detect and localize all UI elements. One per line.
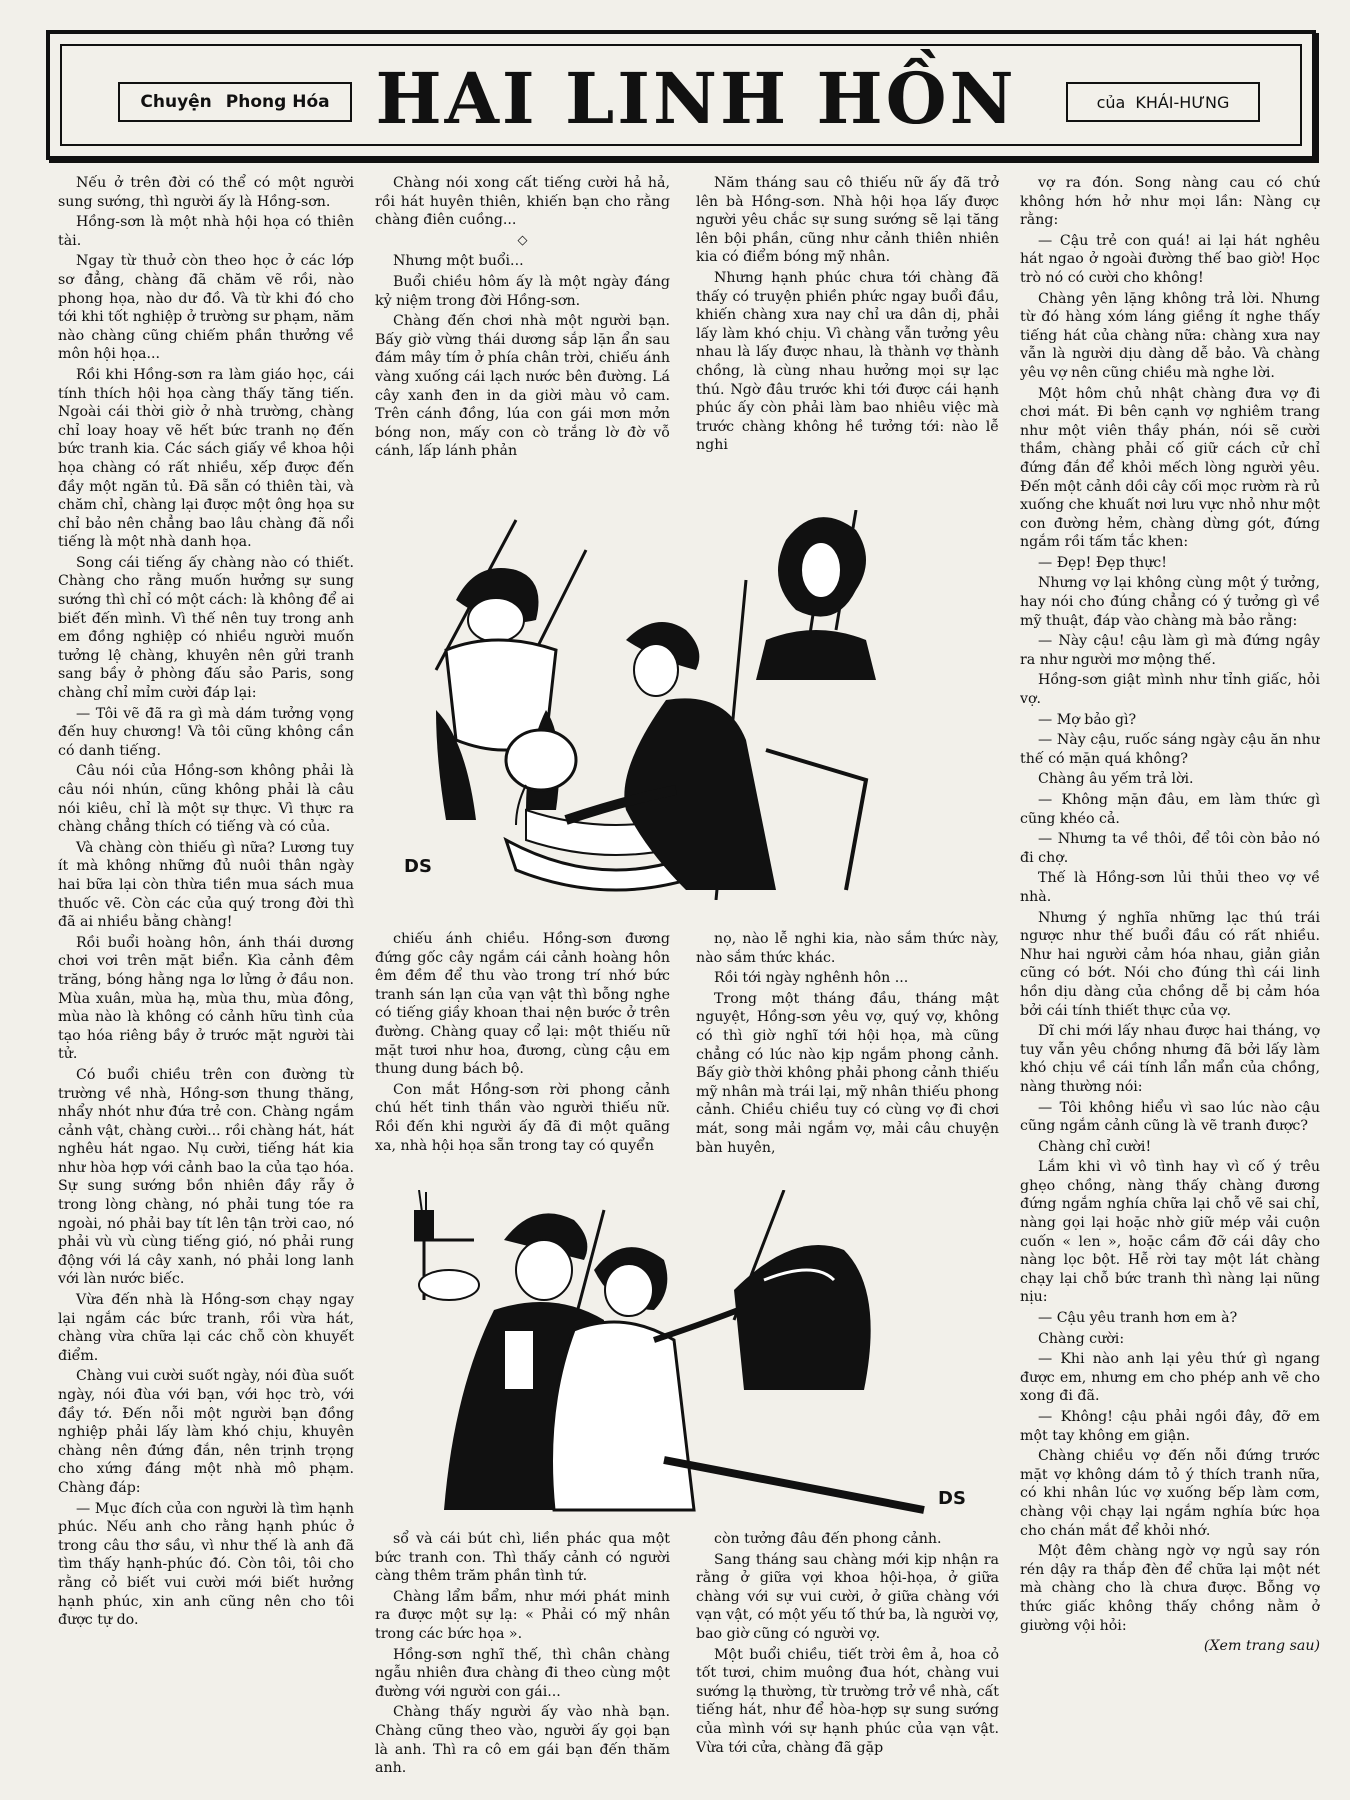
column-2-bottom — [375, 1530, 670, 1778]
paragraph: Trong một tháng đầu, tháng mật nguyệt, Hồng-sơn yêu vợ, quý vợ, không có thì giờ nghĩ tới hội họa, mà cũng chẳng có lúc nào kịp ngắm phong cảnh. Bấy giờ thời không phải phong cảnh thiếu mỹ nhân mà trái lại, mỹ nhân thiếu phong cảnh. Chiều chiều tuy có cùng vợ đi chơi mát, song mải ngắm vợ, mải câu chuyện bàn huyên, — [696, 990, 999, 1156]
paragraph: Chàng chỉ cười! — [1038, 1138, 1152, 1155]
paragraph: Thế là Hồng-sơn lủi thủi theo vợ về nhà. — [1020, 870, 1320, 905]
paragraph: Dĩ chi mới lấy nhau được hai tháng, vợ tuy vẫn yêu chồng nhưng đã bởi lấy làm khó chịu về cái tính lẩn mẩn của chồng, nàng thường nói: — [1020, 1023, 1320, 1095]
paragraph: Chàng yên lặng không trả lời. Nhưng từ đó hàng xóm láng giềng ít nghe thấy tiếng hát của chàng nữa: chàng xưa nay vẫn là người dịu dàng dễ bảo. Và chàng yêu vợ nên cũng chiều mà nghe lời. — [1020, 290, 1320, 381]
paragraph: — Cậu trẻ con quá! ai lại hát nghêu hát ngao ở ngoài đường thế bao giờ! Học trò nó có cười cho không! — [1020, 232, 1320, 286]
series-part-2: Phong Hóa — [225, 92, 330, 112]
column-4 — [1020, 174, 1320, 1778]
paragraph: Rồi tới ngày nghênh hôn ... — [714, 970, 909, 987]
author-name: KHÁI-HƯNG — [1135, 92, 1230, 112]
paragraph: Chàng thấy người ấy vào nhà bạn. Chàng cũng theo vào, người ấy gọi bạn là anh. Thì ra cô em gái bạn đến thăm anh. — [375, 1704, 670, 1777]
paragraph: — Tôi vẽ đã ra gì mà dám tưởng vọng đến huy chương! Và tôi cũng không cần có danh tiếng. — [58, 705, 354, 759]
paragraph: — Không! cậu phải ngồi đây, đỡ em một tay không em giận. — [1020, 1409, 1320, 1444]
column-2-top — [375, 174, 670, 504]
paragraph: Một buổi chiều, tiết trời êm ả, hoa cỏ tốt tươi, chim muông đua hót, chàng vui sướng lạ thường, từ trường trở về nhà, cất tiếng hát, như để hòa-hợp sự sung sướng của mình với sự hạnh phúc của vạn vật. Vừa tới cửa, chàng đã gặp — [696, 1646, 999, 1756]
paragraph: Chàng đến chơi nhà một người bạn. Bấy giờ vừng thái dương sắp lặn ẩn sau đám mây tím ở phía chân trời, chiếu ánh vàng xuống cái lạch nước bên đường. Lá cây xanh đen in da giời màu vỏ cam. Trên cánh đồng, lúa con gái mơn mởn bóng non, mấy con cò trắng lờ đờ vỗ cánh, lấp lánh phản — [375, 313, 670, 460]
paragraph: Chàng nói xong cất tiếng cười hả hả, rồi hát huyên thiên, khiến bạn cho rằng chàng điên cuồng... — [375, 175, 670, 229]
paragraph: Và chàng còn thiếu gì nữa? Lương tuy ít mà không những đủ nuôi thân ngày hai bữa lại còn thừa tiền mua sách mua thuốc vẽ. Còn các của quý trong đời thì đã ai nhiều bằng chàng! — [58, 839, 354, 931]
paragraph: Rồi khi Hồng-sơn ra làm giáo học, cái tính thích hội họa càng thấy tăng tiến. Ngoài cái thời giờ ở nhà trường, chàng chỉ loay hoay vẽ hết bức tranh nọ đến bức tranh kia. Các sách giấy về khoa hội họa chàng có rất nhiều, xếp được đến đầy một ngăn tủ. Đã sẵn có thiên tài, và chăm chỉ, chàng lại được một ông họa sư chỉ bảo nên chẳng bao lâu chàng đã nổi tiếng là một nhà danh họa. — [58, 366, 354, 551]
paragraph: Nhưng một buổi... — [393, 253, 524, 270]
series-part-1: Chuyện — [140, 92, 212, 112]
paragraph: Nếu ở trên đời có thể có một người sung sướng, thì người ấy là Hồng-sơn. — [58, 175, 354, 210]
paragraph: Nhưng ý nghĩa những lạc thú trái ngược như thế buổi đầu có rất nhiều. Như hai người cảm hóa nhau, giản giản cũng có bớt. Nói cho đúng thì cái linh hồn dịu dàng của chồng dễ bị cảm hóa bởi cái tính thiết thực của vợ. — [1020, 909, 1320, 1019]
paragraph: Nhưng vợ lại không cùng một ý tưởng, hay nói cho đúng chẳng có ý tưởng gì về mỹ thuật, đáp vào chàng mà bảo rằng: — [1020, 575, 1320, 629]
paragraph: — Mợ bảo gì? — [1038, 711, 1137, 728]
paragraph: Sang tháng sau chàng mới kịp nhận ra rằng ở giữa vợi khoa hội-họa, ở giữa chàng với sự vui cười, ở giữa chàng với vạn vật, có một yếu tố thứ ba, là người vợ, bao giờ cũng có người vợ. — [696, 1551, 999, 1642]
series-label — [118, 82, 352, 122]
column-3-top — [696, 174, 999, 504]
paragraph: — Này cậu! cậu làm gì mà đứng ngây ra như người mơ mộng thế. — [1020, 633, 1320, 668]
paragraph: Rồi buổi hoàng hôn, ánh thái dương chơi vơi trên mặt biển. Kìa cảnh đêm trăng, bóng hằng nga lơ lửng ở đầu non. Mùa xuân, mùa hạ, mùa thu, mùa đông, mùa nào là không có cảnh hữu tình của tạo hóa riêng bầy ở trước mặt người tài tử. — [58, 934, 354, 1063]
column-1 — [58, 174, 354, 1778]
paragraph: Chàng chiều vợ đến nỗi đứng trước mặt vợ không dám tỏ ý thích tranh nữa, có khi nhân lúc vợ xuống bếp làm cơm, chàng vội chạy lại ngắm nghía bức họa cho chán mắt để khỏi nhớ. — [1020, 1448, 1320, 1539]
paragraph: nọ, nào lễ nghi kia, nào sắm thức này, nào sắm thức khác. — [696, 931, 999, 966]
paragraph: Hồng-sơn là một nhà hội họa có thiên tài. — [58, 214, 354, 249]
paragraph: Con mắt Hồng-sơn rời phong cảnh chú hết tinh thần vào người thiếu nữ. Rồi đến khi người ấy đã đi một quãng xa, nhà hội họa sẵn trong tay có quyển — [375, 1081, 670, 1154]
paragraph: Chàng vui cười suốt ngày, nói đùa suốt ngày, nói đùa với bạn, với học trò, với đầy tớ. Đến nỗi một người bạn đồng nghiệp phải lấy làm khó chịu, khuyên chàng nên đứng đắn, nên trịnh trọng cho xứng đáng một nhà mô phạm. Chàng đáp: — [58, 1368, 354, 1496]
column-2-middle — [375, 930, 670, 1192]
author-label — [1066, 82, 1260, 122]
paragraph: Hồng-sơn nghĩ thế, thì chân chàng ngẫu nhiên đưa chàng đi theo cùng một đường với người con gái... — [375, 1646, 670, 1700]
paragraph: Một đêm chàng ngờ vợ ngủ say rón rén dậy ra thắp đèn để chữa lại một nét mà chàng cho là chưa được. Bỗng vợ thức giấc không thấy chồng nằm ở giường vội hỏi: — [1020, 1543, 1320, 1634]
illustration-signature: DS — [938, 1488, 966, 1509]
paragraph: — Nhưng ta về thôi, để tôi còn bảo nó đi chợ. — [1020, 831, 1320, 866]
paragraph: sổ và cái bút chì, liền phác qua một bức tranh con. Thì thấy cảnh có người càng thêm trăm phần tình tứ. — [375, 1531, 670, 1585]
illustration-signature: DS — [404, 856, 432, 877]
paragraph: — Khi nào anh lại yêu thứ gì ngang được em, nhưng em cho phép anh vẽ cho xong đi đã. — [1020, 1351, 1320, 1405]
story-title: HAI LINH HỒN — [375, 57, 1017, 140]
paragraph: — Đẹp! Đẹp thực! — [1038, 554, 1167, 571]
paragraph: Năm tháng sau cô thiếu nữ ấy đã trở lên bà Hồng-sơn. Nhà hội họa lấy được người yêu chắc sự sung sướng sẽ lại tăng lên bội phần, cũng như cảnh thiên nhiên kia có điểm bóng mỹ nhân. — [696, 175, 999, 266]
header-frame — [46, 30, 1316, 160]
paragraph: — Này cậu, ruốc sáng ngày cậu ăn như thế có mặn quá không? — [1020, 732, 1320, 767]
paragraph: Buổi chiều hôm ấy là một ngày đáng kỷ niệm trong đời Hồng-sơn. — [375, 273, 670, 309]
paragraph: Có buổi chiều trên con đường từ trường về nhà, Hồng-sơn thung thăng, nhẩy nhót như đứa trẻ con. Chàng ngắm cảnh vật, chàng cười... rồi chàng hát, hát nghêu hát ngao. Nụ cười, tiếng hát kia như hòa hợp với cảnh bao la của tạo hóa. Sự sung sướng bồn nhiên đầy rẫy ở trong lòng chàng, nó phải tung tóe ra ngoài, nó phải bay tít lên tận trời cao, nó phải vù vù cùng tiếng gió, nó phải rung động với lá cây xanh, nó phải long lanh với làn nước biếc. — [58, 1066, 354, 1288]
paragraph: Ngay từ thuở còn theo học ở các lớp sơ đẳng, chàng đã chăm vẽ rồi, nào phong họa, nào dư đồ. Và từ khi đó cho tới khi tốt nghiệp ở trường sư phạm, năm nào chàng cũng chiếm phần thưởng về môn hội họa... — [58, 253, 354, 363]
paragraph: Chàng cười: — [1038, 1330, 1125, 1347]
column-3-bottom — [696, 1530, 999, 1778]
paragraph: Hồng-sơn giật mình như tỉnh giấc, hỏi vợ. — [1020, 672, 1320, 708]
paragraph: — Tôi không hiểu vì sao lúc nào cậu cũng ngắm cảnh cũng là vẽ tranh được? — [1020, 1099, 1320, 1135]
paragraph: — Không mặn đâu, em làm thức gì cũng khéo cả. — [1020, 792, 1320, 827]
illustration-painting-scene — [404, 1190, 964, 1520]
paragraph: Lắm khi vì vô tình hay vì cố ý trêu ghẹo chồng, nàng thấy chàng đương đứng ngắm nghía chữa lại chỗ vẽ sai chỉ, nàng gọi lại hoặc nhờ giữ mép vải cuộn cuốn « len », hoặc cầm đỡ cái dây cho nàng lọc bột. Hễ rời tay một lát chàng chạy lại chỗ bức tranh thì nàng lại nũng nịu: — [1020, 1159, 1320, 1306]
paragraph: còn tưởng đâu đến phong cảnh. — [714, 1531, 942, 1547]
section-separator: ◇ — [517, 232, 528, 248]
paragraph: vợ ra đón. Song nàng cau có chứ không hớn hở như mọi lần: Nàng cự rằng: — [1020, 175, 1320, 229]
header-inner-border — [60, 44, 1302, 146]
paragraph: Song cái tiếng ấy chàng nào có thiết. Chàng cho rằng muốn hưởng sự sung sướng thì chỉ có một cách: là không để ai biết đến mình. Vì thế nên tuy trong anh em đồng nghiệp có nhiều người muốn tưởng lệ chàng, khuyên nên gửi tranh sang bầy ở phòng đấu sảo Paris, song chàng chỉ mỉm cười đáp lại: — [58, 554, 354, 702]
continued-note: (Xem trang sau) — [1203, 1638, 1320, 1655]
paragraph: Vừa đến nhà là Hồng-sơn chạy ngay lại ngắm các bức tranh, rồi vừa hát, chàng vừa chữa lại các chỗ còn khuyết điểm. — [58, 1292, 354, 1364]
paragraph: Chàng âu yếm trả lời. — [1038, 771, 1194, 788]
paragraph: chiếu ánh chiều. Hồng-sơn đương đứng gốc cây ngắm cái cảnh hoàng hôn êm đềm để thu vào trong trí nhớ bức tranh sán lạn của vạn vật thì bỗng nghe có tiếng giầy khoan thai nện bước ở trên đường. Chàng quay cổ lại: một thiếu nữ mặt tươi như hoa, đương, cùng cậu em thung dung bách bộ. — [375, 931, 670, 1078]
illustration-washing-scene — [396, 510, 996, 900]
paragraph: — Cậu yêu tranh hơn em à? — [1038, 1310, 1238, 1327]
paragraph: Câu nói của Hồng-sơn không phải là câu nói nhún, cũng không phải là câu nói kiêu, chỉ là một sự thực. Vì thực ra chàng chẳng thích có tiếng và có của. — [58, 763, 354, 836]
paragraph: — Mục đích của con người là tìm hạnh phúc. Nếu anh cho rằng hạnh phúc ở trong câu thơ sầu, vì như thế là anh đã tìm thấy hạnh-phúc đó. Còn tôi, tôi cho rằng cỏ biết vui cười mới biết hưởng hạnh phúc, xin anh cũng nên cho tôi được tự do. — [58, 1500, 354, 1629]
author-prefix: của — [1096, 92, 1126, 112]
paragraph: Một hôm chủ nhật chàng đưa vợ đi chơi mát. Đi bên cạnh vợ nghiêm trang như một viên thầy phán, nói sẽ cười thầm, chàng phải cố giữ cách cử chỉ đứng đắn để khỏi mếch lòng người yêu. Đến một cảnh dồi cây cối mọc rườm rà rủ xuống che khuất nơi lưu vực nhỏ như một con đường hẻm, chàng dừng gót, đứng ngắm rồi tấm tắc khen: — [1020, 385, 1320, 551]
column-3-middle — [696, 930, 999, 1192]
paragraph: Nhưng hạnh phúc chưa tới chàng đã thấy có truyện phiền phức ngay buổi đầu, khiến chàng xưa nay chỉ ưa dân dị, phải lấy làm khó chịu. Vì chàng vẫn tưởng yêu nhau là lấy được nhau, là thành vợ thành chồng, là cùng nhau hưởng mọi sự lạc thú. Ngờ đâu trước khi tới được cái hạnh phúc ấy còn phải làm bao nhiêu việc mà trước chàng không hề tưởng tới: nào lễ nghi — [696, 269, 999, 454]
paragraph: Chàng lẩm bẩm, như mới phát minh ra được một sự lạ: « Phải có mỹ nhân trong các bức họa ». — [375, 1588, 670, 1642]
